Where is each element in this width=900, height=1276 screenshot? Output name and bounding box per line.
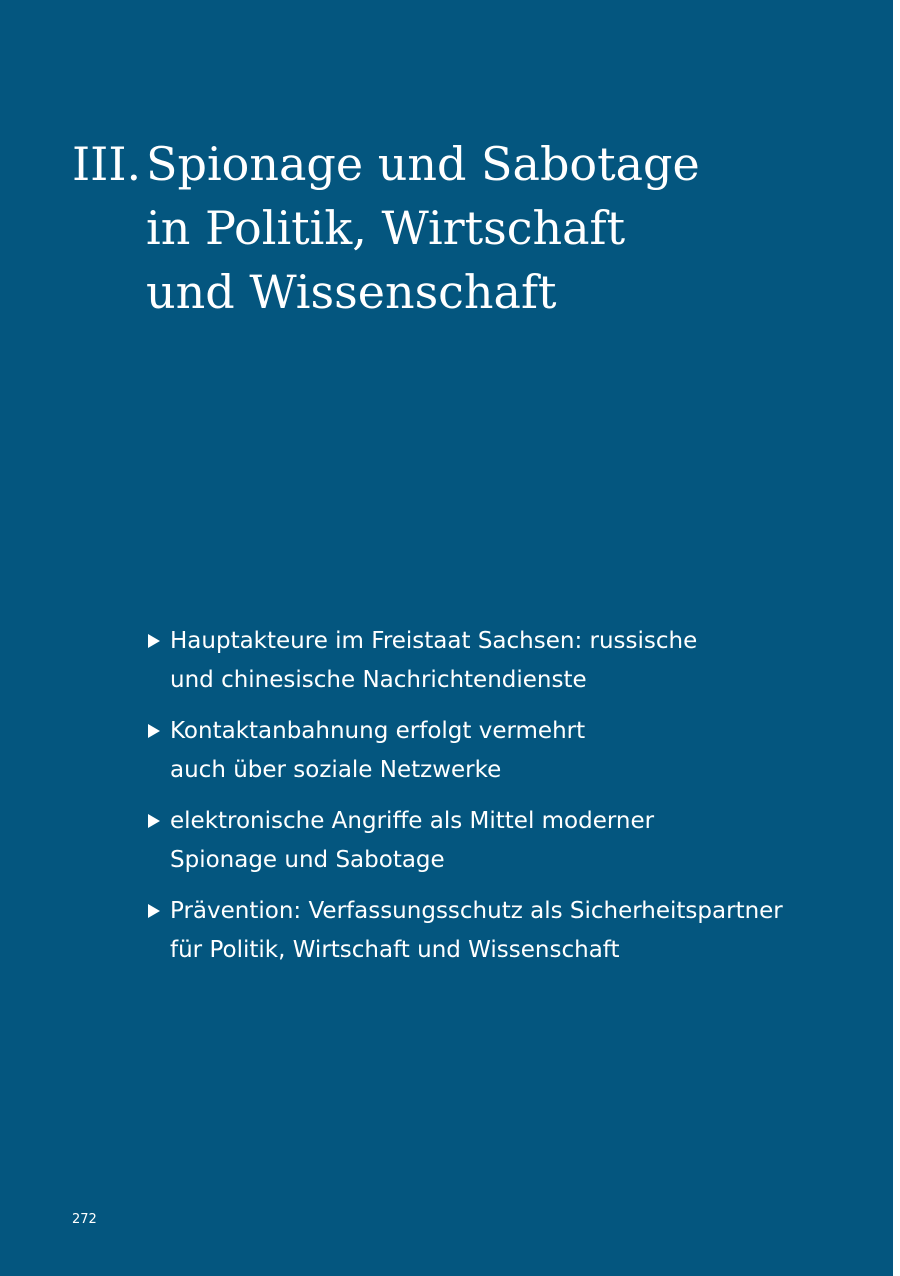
summary-item — [146, 622, 786, 700]
summary-item-line: auch über soziale Netzwerke — [170, 757, 502, 783]
summary-item — [146, 802, 786, 880]
triangle-right-icon — [148, 814, 160, 828]
summary-item-line: Kontaktanbahnung erfolgt vermehrt — [170, 718, 586, 744]
summary-item-line: Hauptakteure im Freistaat Sachsen: russische — [170, 628, 698, 654]
chapter-title-line: und Wissenschaft — [146, 265, 557, 319]
summary-item — [146, 892, 786, 970]
summary-item-line: für Politik, Wirtschaft und Wissenschaft — [170, 937, 620, 963]
triangle-right-icon — [148, 904, 160, 918]
triangle-right-icon — [148, 634, 160, 648]
chapter-number: III. — [72, 137, 142, 191]
summary-list — [146, 622, 786, 982]
triangle-right-icon — [148, 724, 160, 738]
chapter-title — [146, 132, 700, 324]
summary-item-line: Spionage und Sabotage — [170, 847, 445, 873]
summary-item-line: elektronische Angriffe als Mittel moderner — [170, 808, 655, 834]
summary-item-line: Prävention: Verfassungsschutz als Sicherheitspartner — [170, 898, 783, 924]
chapter-heading — [72, 132, 700, 324]
chapter-title-line: Spionage und Sabotage — [146, 137, 700, 191]
summary-item — [146, 712, 786, 790]
summary-item-line: und chinesische Nachrichtendienste — [170, 667, 587, 693]
chapter-title-line: in Politik, Wirtschaft — [146, 201, 626, 255]
page-number: 272 — [72, 1212, 97, 1227]
